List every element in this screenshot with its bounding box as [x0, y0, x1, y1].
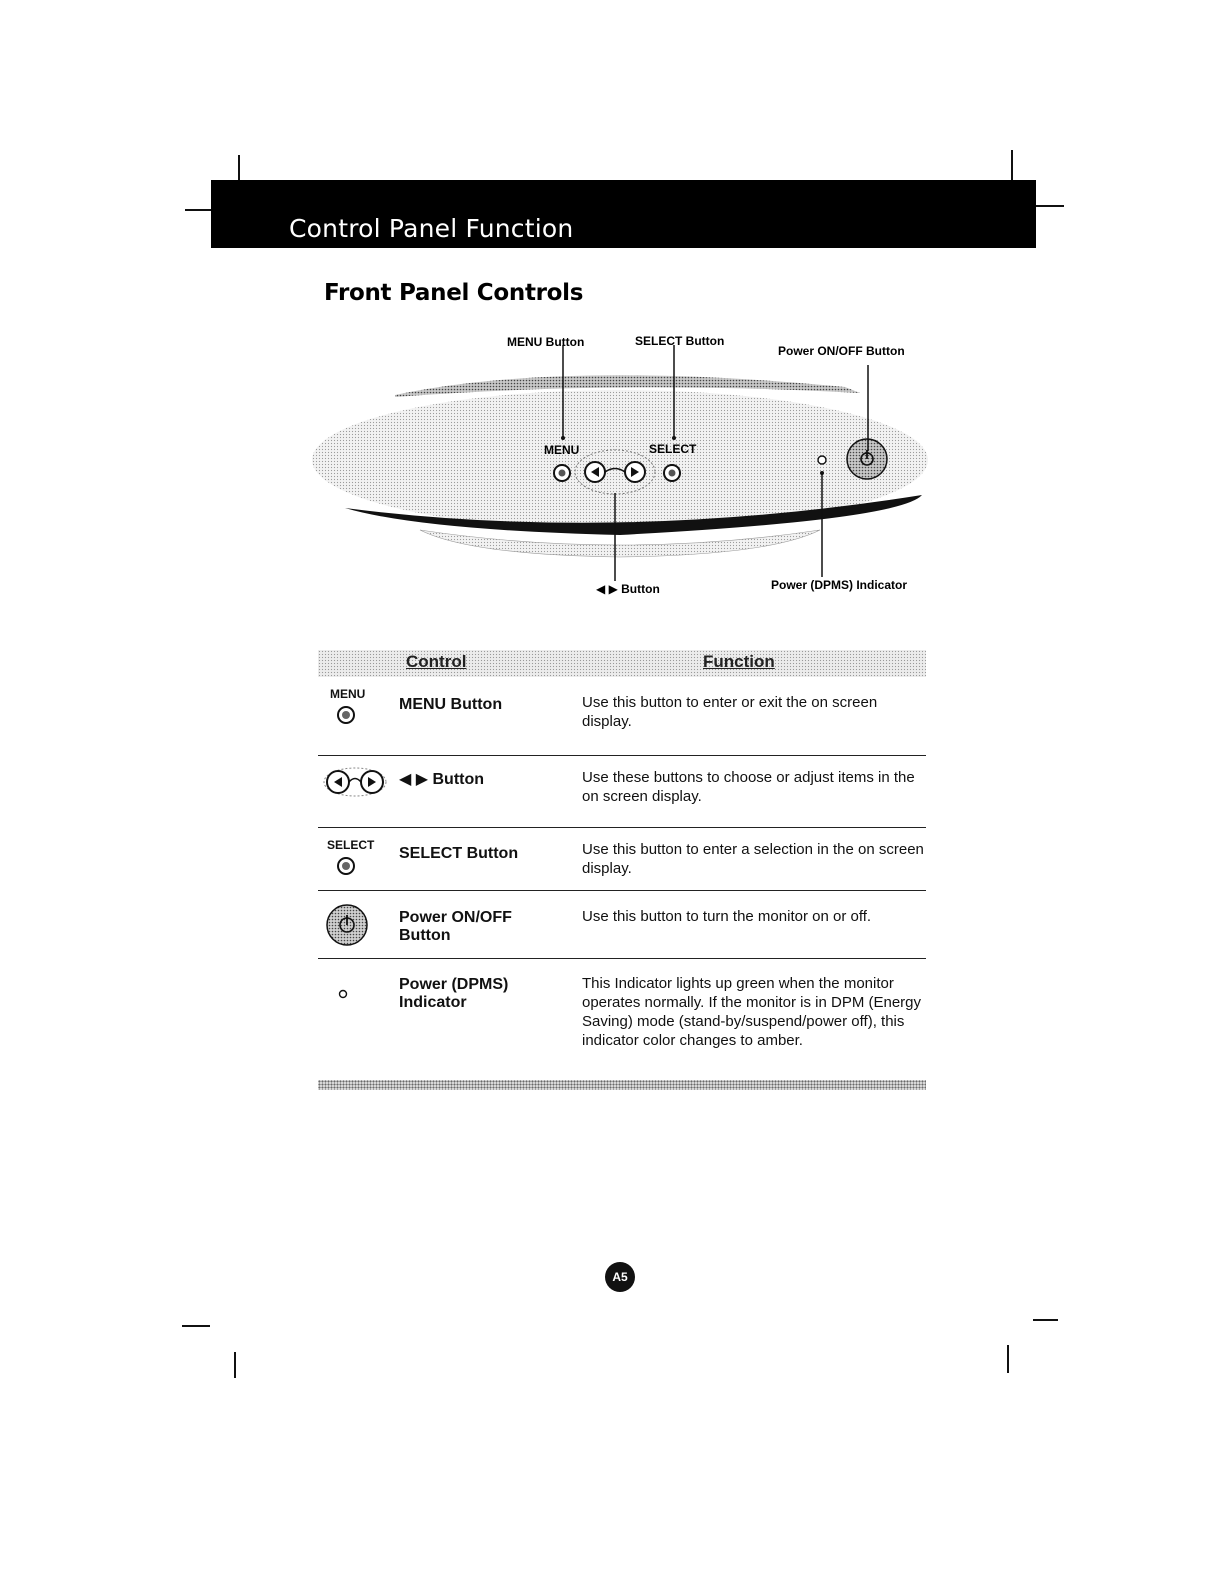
crop-mark — [1007, 1345, 1009, 1373]
arrow-left-right-icon: ◀ ▶ — [596, 582, 622, 596]
page-number-badge: A5 — [605, 1262, 635, 1292]
arrow-buttons-icon — [322, 766, 388, 798]
column-header-control: Control — [406, 652, 467, 671]
control-name — [399, 976, 508, 1012]
control-name-line1: Power ON/OFF — [399, 909, 512, 926]
control-name: SELECT Button — [399, 845, 519, 862]
control-name-line1: Power (DPMS) — [399, 976, 509, 993]
function-description: Use this button to enter or exit the on screen display. — [582, 694, 878, 730]
function-description: Use this button to enter a selection in the on screen display. — [582, 841, 924, 877]
control-name-label: Button — [432, 771, 485, 788]
menu-button-callout: MENU Button — [507, 335, 585, 349]
control-name-line2: Indicator — [399, 994, 467, 1011]
arrow-buttons-callout — [596, 582, 660, 596]
table-header — [318, 650, 926, 677]
table-bottom-rule — [318, 1080, 926, 1090]
controls-table — [318, 650, 926, 1085]
crop-mark — [1033, 1319, 1058, 1321]
section-title: Front Panel Controls — [324, 280, 584, 306]
panel-select-label: SELECT — [649, 442, 697, 456]
crop-mark — [234, 1352, 236, 1378]
table-row — [318, 828, 926, 891]
select-button-icon — [336, 856, 356, 876]
table-row — [318, 756, 926, 828]
power-button-callout: Power ON/OFF Button — [778, 344, 905, 358]
table-row — [318, 959, 926, 1085]
power-indicator-icon — [337, 988, 349, 1000]
table-row — [318, 891, 926, 959]
page-title: Control Panel Function — [289, 214, 574, 243]
function-description: Use these buttons to choose or adjust items in the on screen display. — [582, 769, 915, 805]
crop-mark — [185, 209, 213, 211]
arrow-buttons-callout-label: Button — [621, 582, 660, 596]
front-panel-diagram — [300, 325, 940, 605]
control-name-line2: Button — [399, 927, 451, 944]
function-description: This Indicator lights up green when the monitor operates normally. If the monitor is in DPM (Energy Saving) mode (stand-by/suspend/power off), this indicator color changes to amber. — [582, 975, 922, 1049]
power-indicator-callout: Power (DPMS) Indicator — [771, 578, 908, 592]
menu-button-icon — [336, 705, 356, 725]
monitor-front-illustration — [300, 325, 940, 605]
control-name — [399, 771, 484, 789]
function-description: Use this button to turn the monitor on or off. — [582, 908, 872, 925]
column-header-function: Function — [703, 652, 775, 671]
crop-mark — [238, 155, 240, 183]
select-icon-label: SELECT — [327, 838, 375, 852]
select-button-callout: SELECT Button — [635, 334, 725, 348]
menu-icon-label: MENU — [330, 687, 366, 701]
crop-mark — [1011, 150, 1013, 180]
control-name: MENU Button — [399, 696, 503, 713]
arrow-left-right-icon: ◀ ▶ — [399, 771, 433, 788]
power-button-icon — [325, 903, 369, 947]
header-bar — [211, 180, 1036, 248]
panel-menu-label: MENU — [544, 443, 580, 457]
control-name — [399, 909, 512, 945]
crop-mark — [1036, 205, 1064, 207]
table-row — [318, 677, 926, 756]
crop-mark — [182, 1325, 210, 1327]
